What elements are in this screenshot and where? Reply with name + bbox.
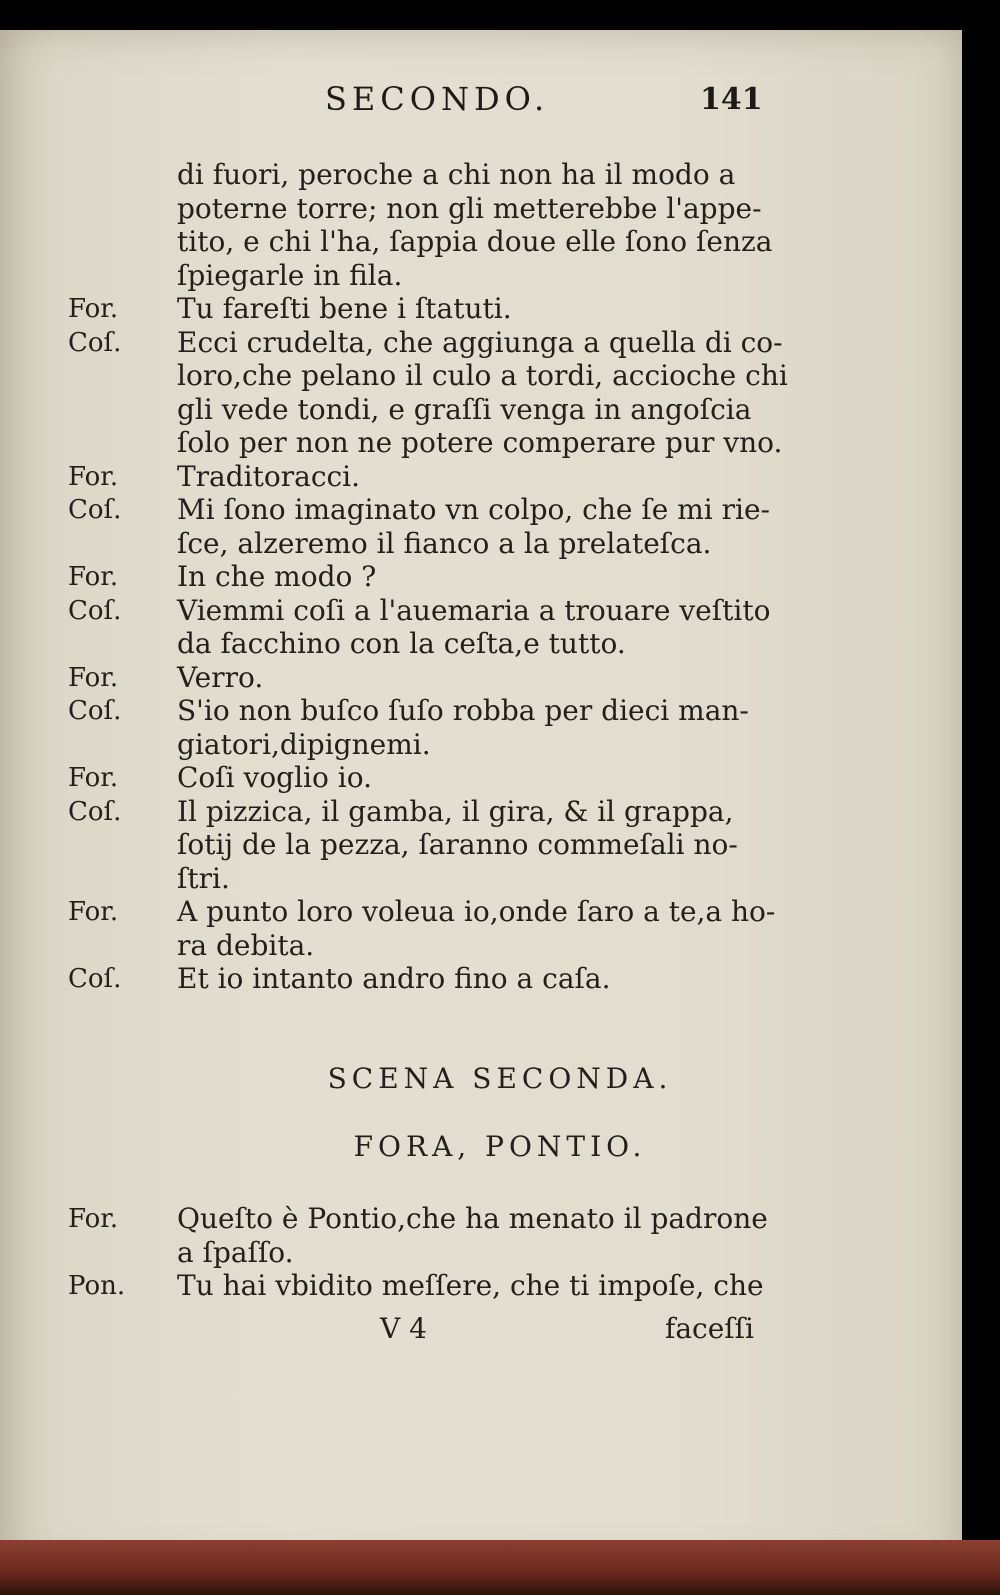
speaker-label: For.: [68, 1204, 119, 1234]
dialogue-line: In che modo ?: [177, 560, 377, 593]
catchword: faceſſi: [665, 1312, 754, 1345]
page-number: 141: [700, 82, 763, 117]
dialogue-line: ra debita.: [177, 928, 315, 962]
dialogue-line: ſce, alzeremo il fianco a la prelateſca.: [177, 526, 712, 560]
dialogue-line: Coſi voglio io.: [177, 761, 372, 794]
dialogue-line: Et io intanto andro fino a caſa.: [177, 962, 611, 995]
speaker-label: Pon.: [68, 1271, 126, 1301]
dialogue-line: Ecci crudelta, che aggiunga a quella di co-: [177, 325, 783, 359]
dialogue-line: A punto loro voleua io,onde ſaro a te,a ho-: [177, 895, 776, 928]
dialogue-line: Traditoracci.: [177, 459, 361, 493]
dialogue-line: giatori,dipignemi.: [177, 727, 431, 761]
dialogue-line: ſtri.: [177, 861, 230, 895]
speaker-label: For.: [68, 662, 119, 693]
dialogue-line: gli vede tondi, e graſſi venga in angoſcia: [177, 392, 752, 426]
dialogue-line: poterne torre; non gli metterebbe l'appe-: [177, 191, 762, 225]
dialogue-line: Tu fareſti bene i ſtatuti.: [177, 292, 512, 325]
dialogue-line: Verro.: [177, 660, 264, 694]
running-title: SECONDO.: [325, 80, 550, 118]
speaker-label: For.: [68, 897, 119, 927]
dialogue-line: Il pizzica, il gamba, il gira, & il grappa,: [177, 794, 734, 828]
scene-characters: FORA, PONTIO.: [353, 1130, 647, 1163]
speaker-label: Coſ.: [68, 495, 122, 525]
dialogue-line: ſotij de la pezza, ſaranno commeſali no-: [177, 828, 738, 861]
speaker-label: For.: [68, 294, 119, 324]
dialogue-line: S'io non buſco ſuſo robba per dieci man-: [177, 694, 749, 727]
dialogue-line: di fuori, peroche a chi non ha il modo a: [177, 158, 736, 191]
signature-mark: V 4: [380, 1312, 427, 1345]
speaker-label: Coſ.: [68, 696, 122, 726]
dialogue-line: Tu hai vbidito meſſere, che ti impoſe, che: [177, 1269, 764, 1302]
speaker-label: Coſ.: [68, 327, 122, 358]
binding-edge: [0, 1540, 1000, 1595]
speaker-label: Coſ.: [68, 964, 122, 994]
scene-title: SCENA SECONDA.: [327, 1062, 673, 1095]
page-header: [0, 72, 1000, 122]
speaker-label: For.: [68, 562, 119, 592]
dialogue-line: Viemmi coſi a l'auemaria a trouare veſtito: [177, 593, 771, 627]
dialogue-line: Mi ſono imaginato vn colpo, che ſe mi rie-: [177, 493, 770, 526]
speaker-label: For.: [68, 461, 119, 492]
dialogue-line: da facchino con la ceſta,e tutto.: [177, 627, 626, 660]
dialogue-line: ſpiegarle in fila.: [177, 258, 403, 292]
dialogue-line: loro,che pelano il culo a tordi, accioche chi: [177, 359, 788, 392]
dialogue-line: Queſto è Pontio,che ha menato il padrone: [177, 1202, 768, 1235]
dialogue-line: ſolo per non ne potere comperare pur vno.: [177, 426, 783, 459]
speaker-label: For.: [68, 763, 119, 793]
dialogue-line: a ſpaſſo.: [177, 1235, 294, 1269]
speaker-label: Coſ.: [68, 595, 122, 626]
speaker-label: Coſ.: [68, 796, 122, 827]
dialogue-line: tito, e chi l'ha, ſappia doue elle ſono ſenza: [177, 225, 773, 258]
